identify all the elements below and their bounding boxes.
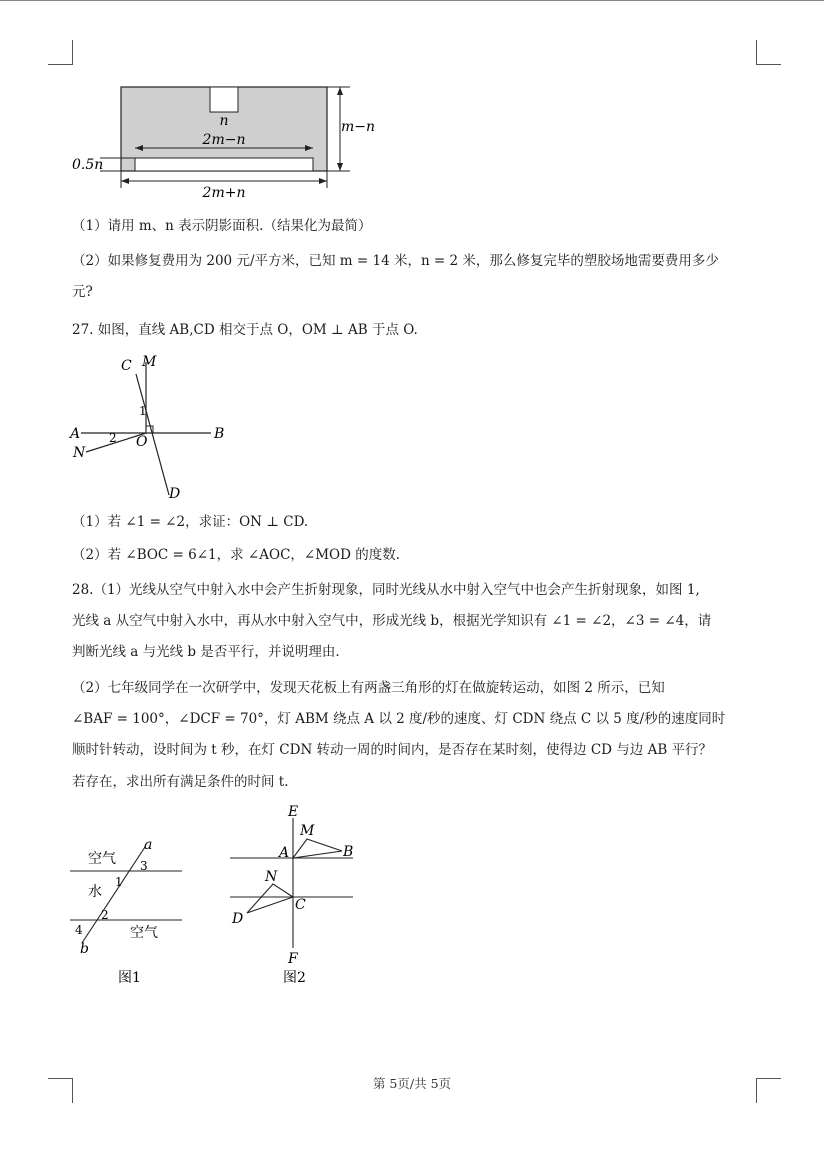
caption-fig1: 图1 — [118, 970, 141, 986]
q28-line4: （2）七年级同学在一次研学中，发现天花板上有两盏三角形的灯在做旋转运动，如图 2 所示，已知 — [72, 680, 665, 696]
q28-line6: 顺时针转动，设时间为 t 秒，在灯 CDN 转动一周的时间内，是否存在某时刻，使得边 CD 与边 AB 平行？ — [72, 742, 713, 758]
top-border — [0, 0, 824, 1]
q28-line7: 若存在，求出所有满足条件的时间 t. — [72, 774, 289, 790]
crop-mark-top-left — [48, 40, 73, 65]
label-M: M — [142, 354, 157, 370]
label-O: O — [136, 434, 148, 450]
label-D-fig2: D — [232, 911, 244, 927]
q27-part1: （1）若 ∠1 = ∠2，求证：ON ⊥ CD. — [72, 514, 309, 530]
q28-line1: 28.（1）光线从空气中射入水中会产生折射现象，同时光线从水中射入空气中也会产生折射现象，如图 1, — [72, 582, 700, 598]
label-E: E — [288, 804, 299, 820]
label-angle-2: 2 — [109, 431, 117, 445]
label-angle-1-fig1: 1 — [115, 875, 123, 889]
label-B: B — [214, 426, 225, 442]
label-height: m−n — [341, 119, 376, 135]
label-N: N — [73, 445, 86, 461]
label-width-outer: 2m+n — [202, 185, 246, 200]
label-N-fig2: N — [265, 869, 278, 885]
q26-part2: （2）如果修复费用为 200 元/平方米，已知 m = 14 米，n = 2 米，那么修复完毕的塑胶场地需要费用多少 — [72, 253, 719, 269]
label-water: 水 — [88, 884, 102, 900]
label-D: D — [169, 486, 181, 502]
q27-part2: （2）若 ∠BOC = 6∠1，求 ∠AOC，∠MOD 的度数. — [72, 547, 401, 563]
figure-q27-lines — [66, 352, 236, 507]
label-C: C — [121, 358, 132, 374]
q28-line3: 判断光线 a 与光线 b 是否平行，并说明理由. — [72, 644, 340, 660]
figure-1-refraction — [70, 835, 190, 990]
label-F: F — [288, 951, 298, 967]
q28-line2: 光线 a 从空气中射入水中，再从水中射入空气中，形成光线 b，根据光学知识有 ∠1 = ∠2，∠3 = ∠4，请 — [72, 613, 712, 629]
label-B-fig2: B — [343, 844, 354, 860]
label-air-top: 空气 — [88, 851, 116, 867]
label-M-fig2: M — [300, 823, 315, 839]
label-air-bottom: 空气 — [130, 925, 158, 941]
label-C-fig2: C — [295, 897, 306, 913]
label-n-top: n — [219, 113, 229, 129]
label-ray-a: a — [144, 837, 153, 853]
figure-2-lamps — [225, 803, 365, 990]
label-angle-3: 3 — [140, 859, 148, 873]
q26-part2-cont: 元? — [72, 284, 93, 300]
label-A: A — [70, 426, 81, 442]
label-ray-b: b — [80, 941, 89, 957]
label-A-fig2: A — [279, 845, 290, 861]
page-footer: 第 5页/共 5页 — [372, 1076, 452, 1091]
label-width-inner: 2m−n — [202, 132, 246, 148]
label-angle-2-fig1: 2 — [101, 908, 109, 922]
caption-fig2: 图2 — [283, 970, 306, 986]
figure-shaded-area — [60, 78, 380, 200]
crop-mark-top-right — [756, 40, 781, 65]
q28-line5: ∠BAF = 100°，∠DCF = 70°，灯 ABM 绕点 A 以 2 度/秒的速度、灯 CDN 绕点 C 以 5 度/秒的速度同时 — [72, 711, 726, 727]
q26-part1: （1）请用 m、n 表示阴影面积.（结果化为最简） — [72, 218, 372, 234]
label-margin: 0.5n — [72, 157, 104, 173]
label-angle-4: 4 — [75, 923, 83, 937]
q27-stem: 27. 如图，直线 AB,CD 相交于点 O，OM ⊥ AB 于点 O. — [72, 322, 418, 338]
label-angle-1: 1 — [139, 404, 147, 418]
